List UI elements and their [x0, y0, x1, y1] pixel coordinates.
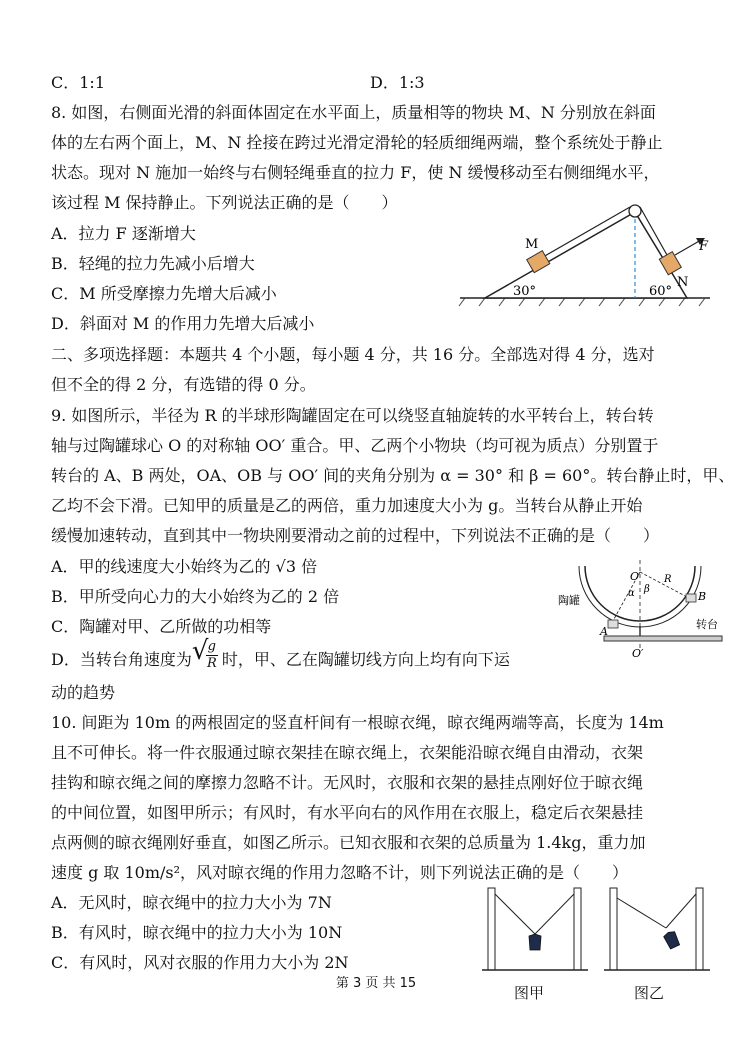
q9-option-b: B．甲所受向心力的大小始终为乙的 2 倍: [51, 587, 340, 606]
q9-stem-line-5: 缓慢加速转动，直到其中一物块刚要滑动之前的过程中，下列说法不正确的是（ ）: [51, 526, 660, 545]
q9-label-o: O: [630, 570, 640, 583]
q8-angle-right: 60°: [649, 284, 673, 299]
q8-incline-figure: [455, 200, 715, 308]
q9-stem-line-1: 9. 如图所示，半径为 R 的半球形陶罐固定在可以绕竖直轴旋转的水平转台上，转台转: [51, 406, 654, 425]
q8-label-f: F: [699, 239, 709, 254]
q9-option-a: A．甲的线速度大小始终为乙的 √3 倍: [51, 557, 318, 576]
q10-stem-line-1: 10. 间距为 10m 的两根固定的竖直杆间有一根晾衣绳，晾衣绳两端等高，长度为 14m: [51, 713, 664, 732]
q10-option-b: B．有风时，晾衣绳中的拉力大小为 10N: [51, 923, 343, 942]
q7-option-c: C．1:1: [51, 73, 105, 92]
q9-stem-line-3: 转台的 A、B 两处，OA、OB 与 OO′ 间的夹角分别为 α = 30° 和 β = 60°。转台静止时，甲、: [51, 466, 735, 485]
q9-label-table: 转台: [696, 618, 718, 631]
q9-label-pot: 陶罐: [558, 594, 580, 607]
page-footer: 第 3 页 共 15: [335, 976, 417, 991]
q8-label-m: M: [525, 237, 539, 252]
q9-sqrt-fraction: √ g R: [191, 635, 217, 671]
q9-label-r: R: [664, 574, 672, 585]
q9-label-a: A: [600, 625, 608, 638]
q9-option-c: C．陶罐对甲、乙所做的功相等: [51, 617, 272, 636]
q8-option-d: D．斜面对 M 的作用力先增大后减小: [51, 314, 315, 333]
q7-option-d: D．1:3: [370, 73, 425, 92]
q9-option-d: D．当转台角速度为 √ g R 时，甲、乙在陶罐切线方向上均有向下运: [51, 635, 510, 671]
section2-line-2: 但不全的得 2 分，有选错的得 0 分。: [51, 375, 316, 394]
q9-option-d-continued: 动的趋势: [51, 683, 116, 702]
section2-line-1: 二、多项选择题：本题共 4 个小题，每小题 4 分，共 16 分。全部选对得 4 分，选对: [51, 345, 655, 364]
q8-option-b: B．轻绳的拉力先减小后增大: [51, 254, 255, 273]
q8-label-n: N: [677, 275, 689, 290]
q8-stem-line-3: 状态。现对 N 施加一始终与右侧轻绳垂直的拉力 F，使 N 缓慢移动至右侧细绳水平，: [51, 163, 660, 182]
q8-option-a: A．拉力 F 逐渐增大: [51, 224, 196, 243]
q10-figure-a: [482, 884, 588, 976]
q10-stem-line-6: 速度 g 取 10m/s²，风对晾衣绳的作用力忽略不计，则下列说法正确的是（ ）: [51, 863, 629, 882]
q8-stem-line-1: 8. 如图，右侧面光滑的斜面体固定在水平面上，质量相等的物块 M、N 分别放在斜面: [51, 103, 656, 122]
q9-label-beta: β: [644, 584, 650, 595]
q10-stem-line-5: 点两侧的晾衣绳刚好垂直，如图乙所示。已知衣服和衣架的总质量为 1.4kg，重力加: [51, 833, 646, 852]
q10-option-c: C．有风时，风对衣服的作用力大小为 2N: [51, 953, 349, 972]
q10-stem-line-2: 且不可伸长。将一件衣服通过晾衣架挂在晾衣绳上，衣架能沿晾衣绳自由滑动，衣架: [51, 743, 644, 762]
q9-label-alpha: α: [628, 588, 635, 599]
q9-stem-line-2: 轴与过陶罐球心 O 的对称轴 OO′ 重合。甲、乙两个小物块（均可视为质点）分别置于: [51, 436, 659, 455]
q10-caption-a: 图甲: [514, 984, 545, 1002]
q9-label-o-prime: O′: [632, 647, 644, 660]
q8-stem-line-2: 体的左右两个面上，M、N 拴接在跨过光滑定滑轮的轻质细绳两端，整个系统处于静止: [51, 133, 663, 152]
q8-angle-left: 30°: [513, 284, 537, 299]
q9-stem-line-4: 乙均不会下滑。已知甲的质量是乙的两倍，重力加速度大小为 g。当转台从静止开始: [51, 496, 643, 515]
q8-option-c: C．M 所受摩擦力先增大后减小: [51, 284, 277, 303]
q9-label-b: B: [698, 590, 707, 603]
q10-option-a: A．无风时，晾衣绳中的拉力大小为 7N: [51, 893, 332, 912]
q10-stem-line-3: 挂钩和晾衣绳之间的摩擦力忽略不计。无风时，衣服和衣架的悬挂点刚好位于晾衣绳: [51, 773, 644, 792]
q8-stem-line-4: 该过程 M 保持静止。下列说法正确的是（ ）: [51, 193, 398, 212]
q10-caption-b: 图乙: [634, 984, 665, 1002]
q10-figure-b: [604, 884, 710, 976]
q10-stem-line-4: 的中间位置，如图甲所示；有风时，有水平向右的风作用在衣服上，稳定后衣架悬挂: [51, 803, 644, 822]
q9-bowl-figure: [548, 560, 728, 660]
